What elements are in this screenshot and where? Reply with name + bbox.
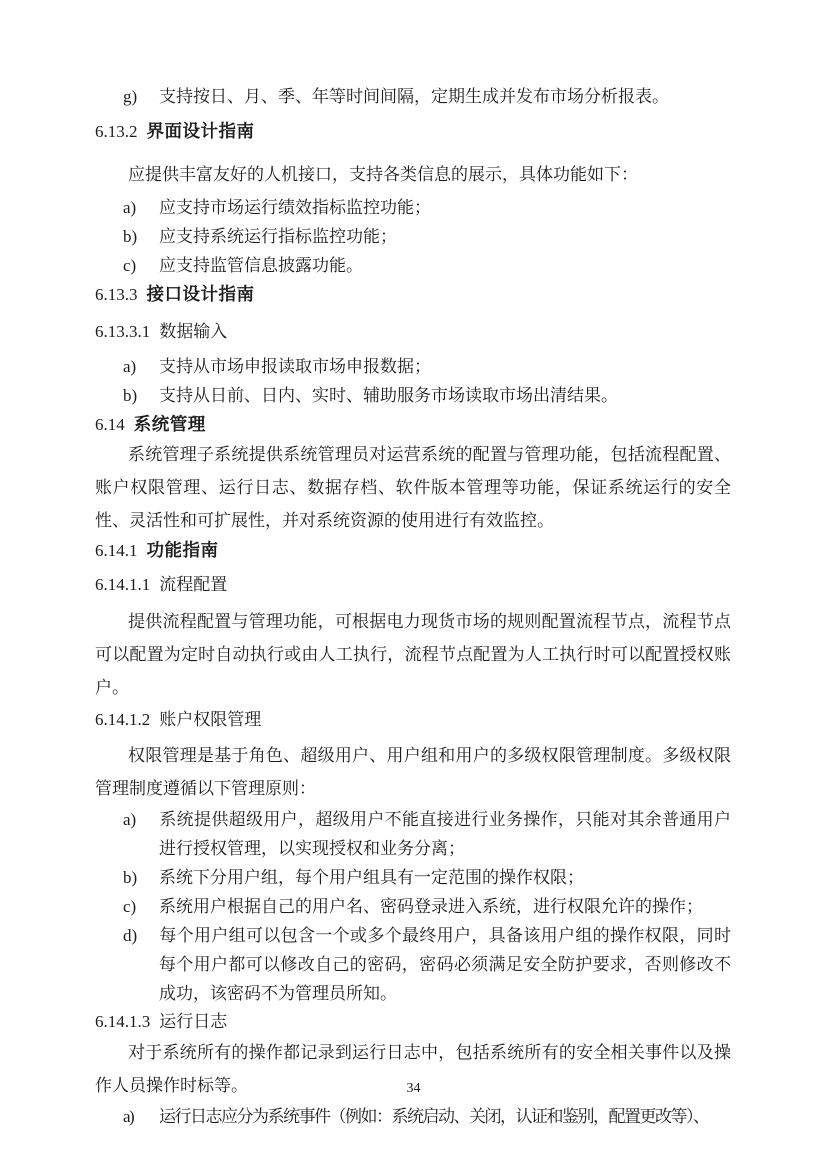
subsection-heading — [95, 571, 731, 598]
heading-title: 界面设计指南 — [146, 121, 255, 141]
list-text: 支持从日前、日内、实时、辅助服务市场读取市场出清结果。 — [159, 386, 618, 405]
list-item — [95, 82, 731, 111]
heading-number: 6.13.3.1 — [95, 322, 151, 341]
heading-title: 运行日志 — [159, 1012, 228, 1031]
list-marker: c) — [123, 897, 137, 916]
paragraph: 提供流程配置与管理功能，可根据电力现货市场的规则配置流程节点，流程节点可以配置为定时自动执行或由人工执行，流程节点配置为人工执行时可以配置授权账户。 — [95, 612, 731, 697]
list-item — [95, 381, 731, 410]
list-text: 支持按日、月、季、年等时间间隔，定期生成并发布市场分析报表。 — [159, 87, 669, 106]
paragraph: 权限管理是基于角色、超级用户、用户组和用户的多级权限管理制度。多级权限管理制度遵循以下管理原则： — [95, 746, 731, 798]
list-item — [95, 892, 731, 921]
heading-title: 流程配置 — [159, 575, 228, 594]
heading-number: 6.13.2 — [95, 122, 138, 141]
list-marker: a) — [123, 810, 137, 829]
heading-number: 6.14.1.2 — [95, 710, 151, 729]
list-marker: a) — [123, 198, 137, 217]
list-item — [95, 921, 731, 1008]
heading-number: 6.14.1 — [95, 541, 138, 560]
list-text: 系统提供超级用户，超级用户不能直接进行业务操作，只能对其余普通用户进行授权管理，以实现授权和业务分离； — [159, 810, 731, 858]
heading-number: 6.14.1.3 — [95, 1012, 151, 1031]
list-item — [95, 222, 731, 251]
heading-title: 系统管理 — [133, 414, 206, 434]
list-item — [95, 193, 731, 222]
list-text: 应支持监管信息披露功能。 — [159, 256, 363, 275]
paragraph: 系统管理子系统提供系统管理员对运营系统的配置与管理功能，包括流程配置、账户权限管理、运行日志、数据存档、软件版本管理等功能，保证系统运行的安全性、灵活性和可扩展性，并对系统资源的使用进行有效监控。 — [95, 445, 731, 530]
list-text: 运行日志应分为系统事件（例如：系统启动、关闭，认证和鉴别，配置更改等）、 — [159, 1107, 709, 1126]
heading-number: 6.14.1.1 — [95, 575, 151, 594]
section-heading — [95, 281, 731, 308]
heading-number: 6.14 — [95, 415, 125, 434]
section-heading — [95, 537, 731, 564]
list-marker: a) — [123, 357, 137, 376]
heading-title: 功能指南 — [146, 540, 219, 560]
paragraph: 应提供丰富友好的人机接口，支持各类信息的展示，具体功能如下： — [128, 165, 638, 184]
list-marker: b) — [123, 386, 138, 405]
page-number: 34 — [406, 1081, 421, 1096]
subsection-heading — [95, 1008, 731, 1035]
list-item — [95, 863, 731, 892]
heading-title: 账户权限管理 — [159, 710, 262, 729]
list-marker: b) — [123, 227, 138, 246]
paragraph: 对于系统所有的操作都记录到运行日志中，包括系统所有的安全相关事件以及操作人员操作时标等。 — [95, 1043, 731, 1095]
subsection-heading — [95, 706, 731, 733]
list-text: 应支持市场运行绩效指标监控功能； — [159, 198, 431, 217]
section-heading — [95, 411, 731, 438]
list-text: 应支持系统运行指标监控功能； — [159, 227, 397, 246]
list-item — [95, 805, 731, 863]
list-text: 系统下分用户组，每个用户组具有一定范围的操作权限； — [159, 868, 584, 887]
list-text: 支持从市场申报读取市场申报数据； — [159, 357, 431, 376]
section-heading — [95, 118, 731, 145]
list-marker: b) — [123, 868, 138, 887]
list-item — [95, 1102, 731, 1131]
list-marker: d) — [123, 926, 138, 945]
list-text: 系统用户根据自己的用户名、密码登录进入系统，进行权限允许的操作； — [159, 897, 703, 916]
subsection-heading — [95, 318, 731, 345]
list-item — [95, 352, 731, 381]
list-text: 每个用户组可以包含一个或多个最终用户，具备该用户组的操作权限，同时每个用户都可以修改自己的密码，密码必须满足安全防护要求，否则修改不成功，该密码不为管理员所知。 — [159, 926, 731, 1003]
list-marker: a) — [123, 1107, 134, 1126]
heading-title: 接口设计指南 — [146, 284, 255, 304]
list-marker: c) — [123, 256, 137, 275]
heading-title: 数据输入 — [159, 322, 228, 341]
list-marker: g) — [123, 87, 138, 106]
list-item — [95, 251, 731, 280]
heading-number: 6.13.3 — [95, 285, 138, 304]
